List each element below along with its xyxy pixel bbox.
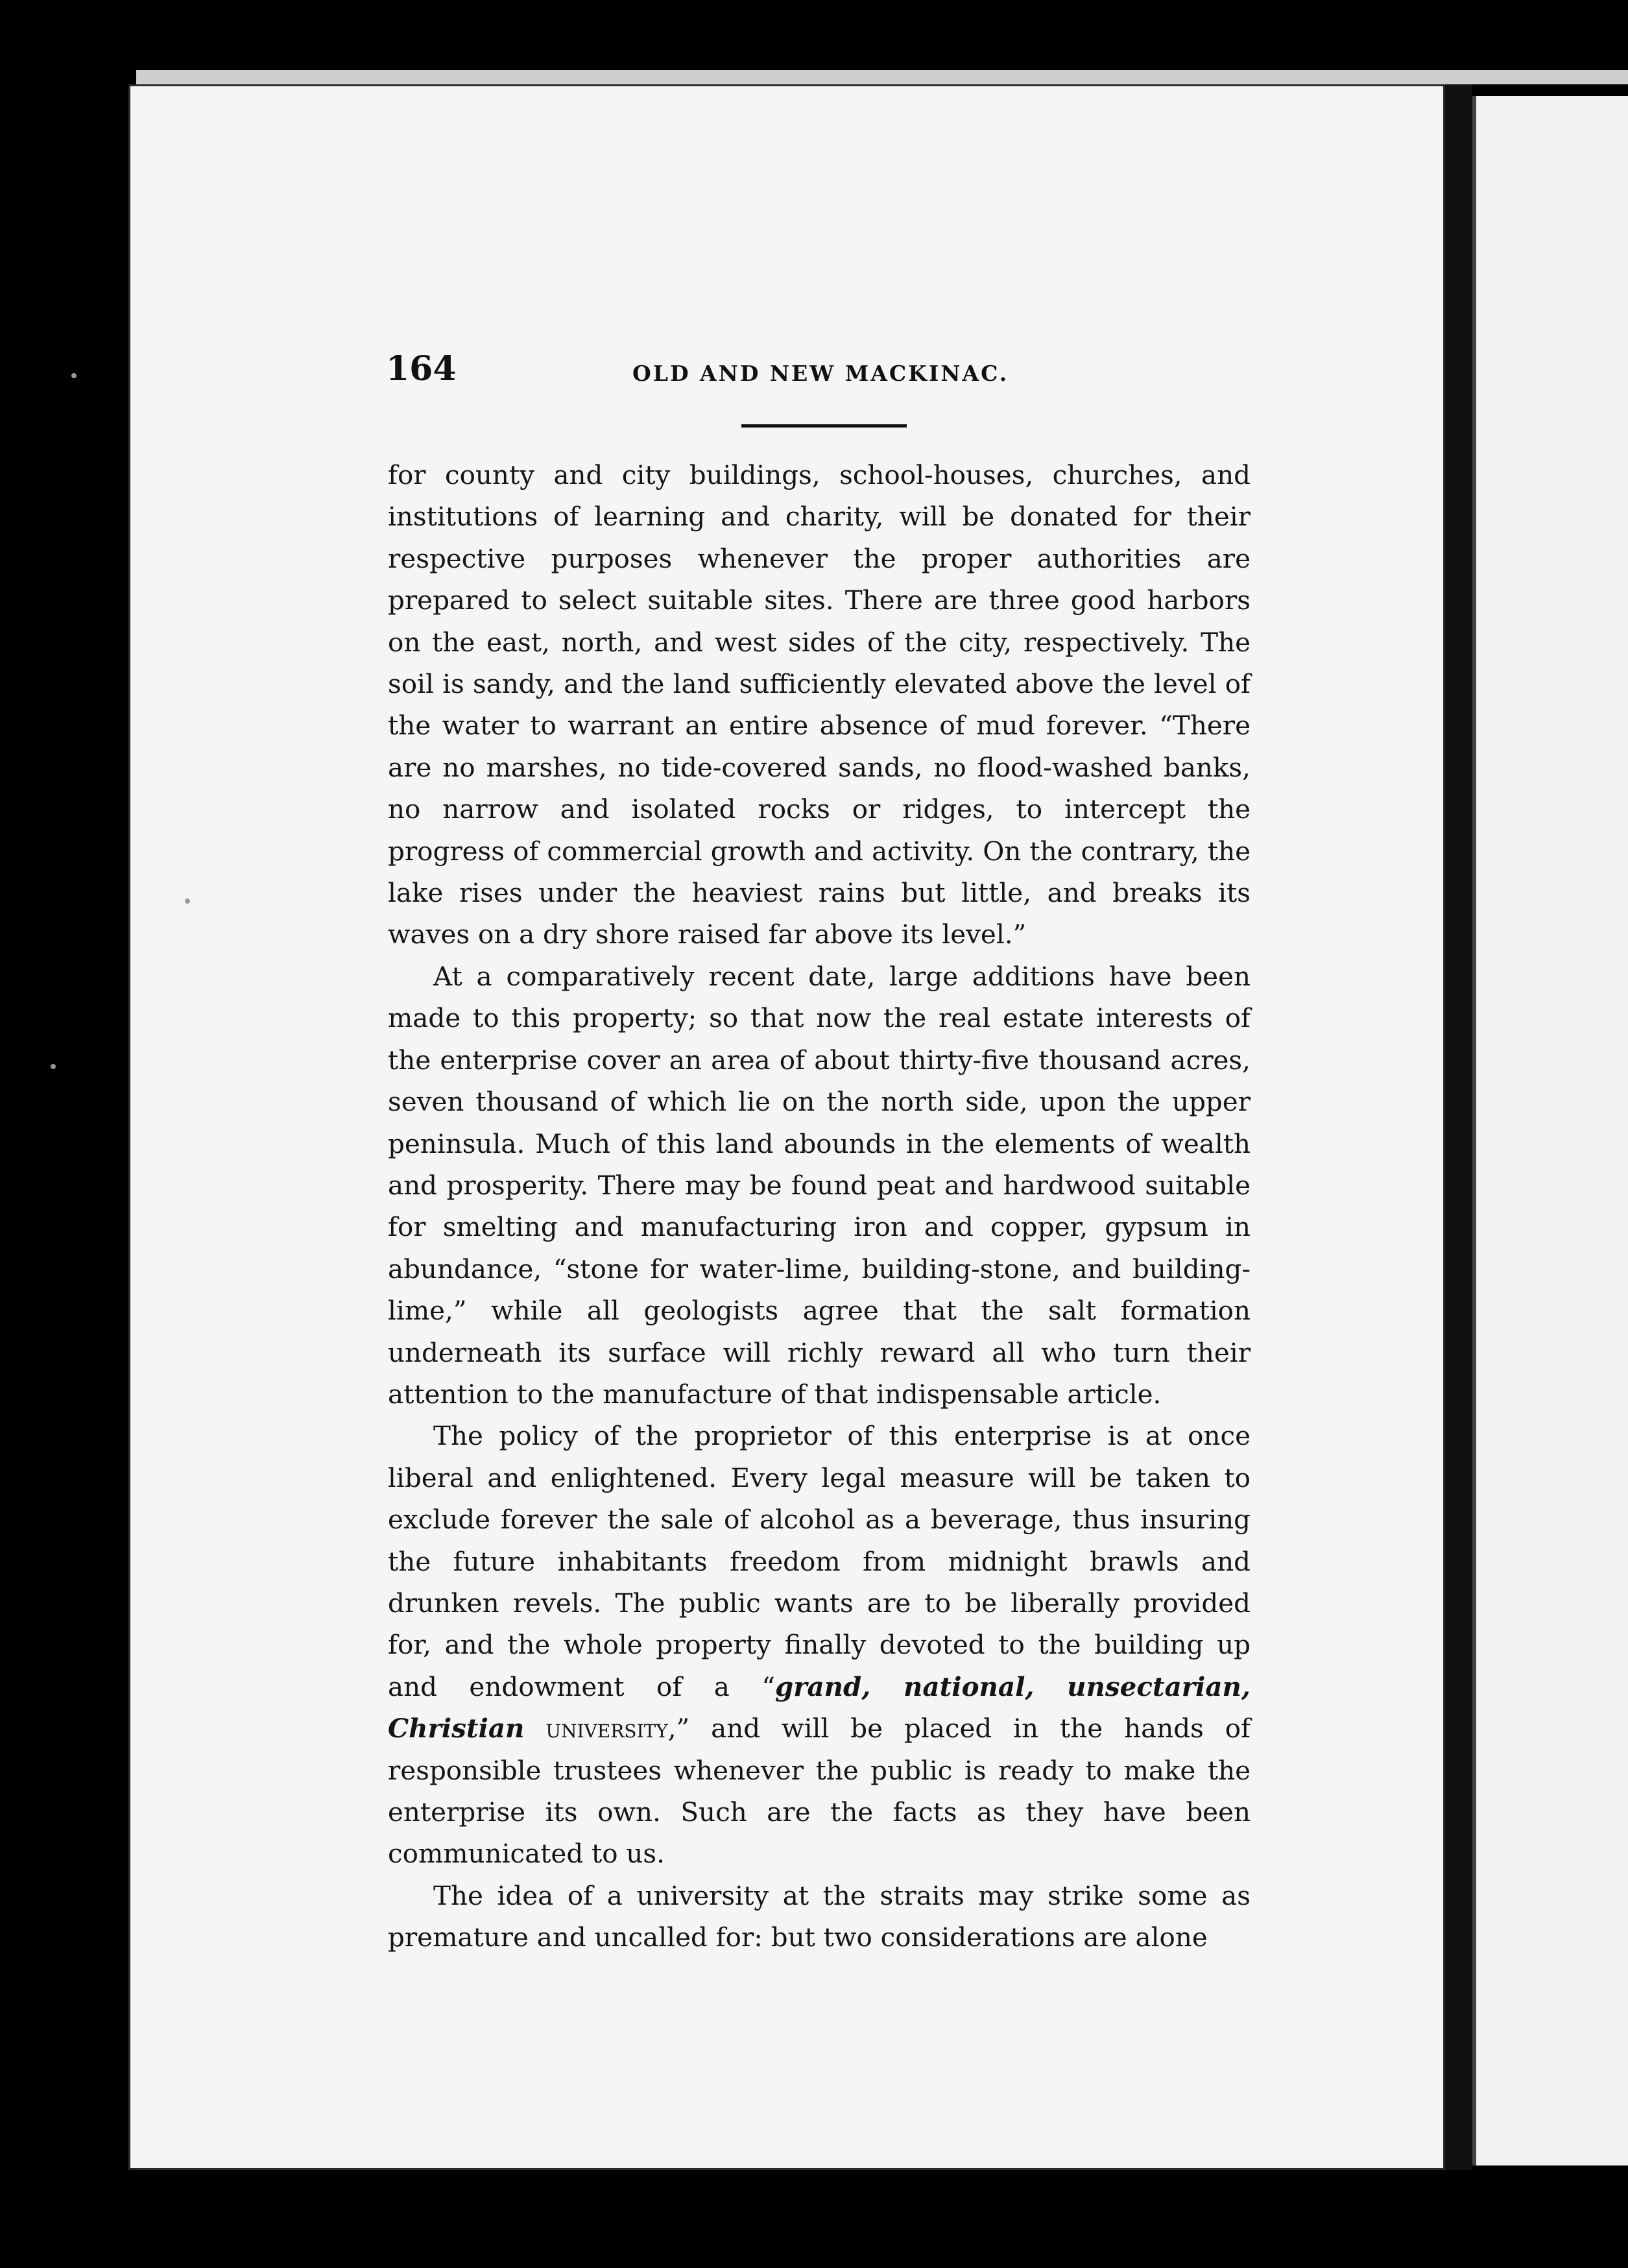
page-header — [386, 349, 1258, 407]
paragraph-3 — [388, 1415, 1251, 1874]
paragraph-3-text: The policy of the proprietor of this enterprise is at once liberal and enlightened. Every legal measure will be taken to exclude forever the sale of alcohol as a beverage, thus insuring the future inhabitants freedom from midnight brawls and drunken revels. The public wants are to be liberally provided for, and the whole property finally devoted to the building up and endowment of a “ — [388, 1420, 1251, 1702]
paragraph-1: for county and city buildings, school-houses, churches, and institutions of learning and charity, will be donated for their respective purposes whenever the proper authorities are prepared to select suitable sites. There are three good harbors on the east, north, and west sides of the city, respectively. The soil is sandy, and the land sufficiently elevated above the level of the water to warrant an entire absence of mud forever. “There are no marshes, no tide-covered sands, no flood-washed banks, no narrow and isolated rocks or ridges, to intercept the progress of commercial growth and activity. On the contrary, the lake rises under the heaviest rains but little, and breaks its waves on a dry shore raised far above its level.” — [388, 459, 1251, 950]
body-text — [388, 454, 1251, 1959]
running-head: OLD AND NEW MACKINAC. — [632, 361, 1009, 386]
paragraph-3-italic: grand, national, unsectarian, Christian — [388, 1671, 1251, 1744]
scan-speck — [71, 373, 77, 378]
paragraph-3-text-end: ,” and will be placed in the hands of responsible trustees whenever the public is ready to make the enterprise its own. Such are the facts as they have been communicated to us. — [388, 1713, 1251, 1870]
scan-top-edge — [136, 70, 1628, 84]
header-rule — [741, 424, 907, 428]
paragraph-3-smallcaps: university — [545, 1713, 668, 1744]
paragraph-2: At a comparatively recent date, large additions have been made to this property; so that now the real estate interests of the enterprise cover an area of about thirty-five thousand acres, seven thousand of which lie on the north side, upon the upper peninsula. Much of this land abounds in the elements of wealth and prosperity. There may be found peat and hardwood suitable for smelting and manufacturing iron and copper, gypsum in abundance, “stone for water-lime, building-stone, and building-lime,” while all geologists agree that the salt formation underneath its surface will richly reward all who turn their attention to the manufacture of that indispensable article. — [388, 960, 1251, 1410]
scan-speck — [51, 1064, 56, 1069]
adjacent-page-border — [1472, 96, 1476, 2165]
page-gutter — [1445, 84, 1472, 2170]
scan-speck — [185, 899, 190, 904]
paragraph-4: The idea of a university at the straits may strike some as premature and uncalled for: but two considerations are alone — [388, 1879, 1251, 1953]
adjacent-page-edge — [1472, 96, 1628, 2165]
page-number: 164 — [386, 349, 457, 389]
